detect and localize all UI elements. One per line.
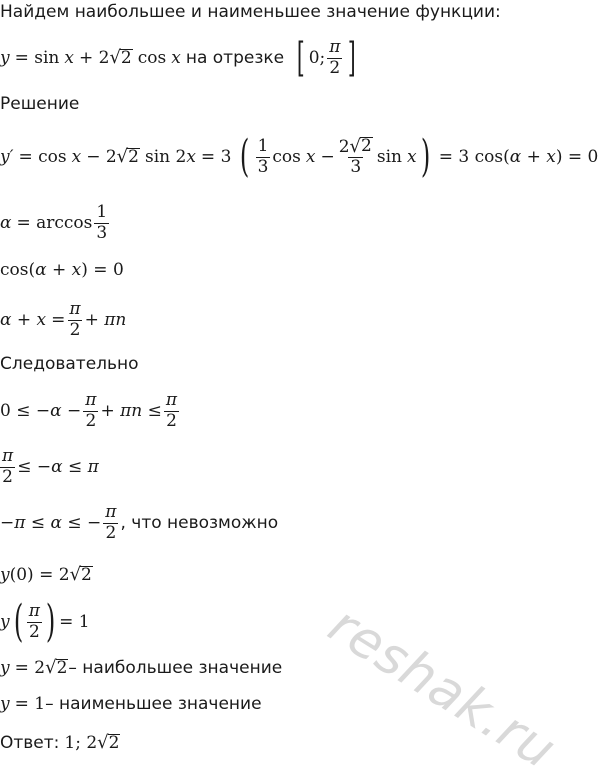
watermark-text: reshak.ru [318,595,567,781]
answer-line: Ответ: 1; 2 √ 2 [0,732,120,754]
derivative-line: y′ = cos x − 2 √ 2 sin 2 x = 3 ( $\frac{1}{3}$ cos x − 2 √ 2 3 sin x ) = 3 cos( α + x ) = 0 [0,131,598,182]
inequality-2: $\frac{\pi}{2}$ ≤ − α ≤ π [2,445,99,487]
segment-text: на отрезке [185,47,285,68]
max-label: – наибольшее значение [68,657,283,678]
sqrt-2: √ 2 [109,47,132,69]
impossible-text: , что невозможно [120,512,279,533]
inequality-3: − π ≤ α ≤ − $\frac{\pi}{2}$ , что невозможно [0,501,279,543]
min-label: – наименьшее значение [45,694,262,714]
function-statement: y = sin x + 2 √ 2 cos x на отрезке [ 0; $\frac{\pi}{2}$ ] [0,35,357,81]
min-value-line: y = 1 – наименьшее значение [0,694,262,714]
max-value-line: y = 2 √ 2 – наибольшее значение [0,657,283,679]
alpha-definition: α = arccos $\frac{1}{3}$ [0,201,108,243]
answer-label: Ответ: [0,732,60,753]
therefore-text: Следовательно [0,354,139,374]
root-equation: α + x = $\frac{\pi}{2}$ + πn [0,298,127,340]
solution-heading: Решение [0,94,80,114]
value-at-pi-half: y ( $\frac{\pi}{2}$ ) = 1 [0,596,90,647]
cos-equation: cos( α + x ) = 0 [0,260,124,280]
fraction-pi-over-2: $\frac{\pi}{2}$ [329,36,341,78]
inequality-1: 0 ≤ − α − $\frac{\pi}{2}$ + πn ≤ $\frac{\pi}{2}$ [0,389,178,431]
problem-title: Найдем наибольшее и наименьшее значение функции: [0,2,501,22]
value-at-zero: y (0) = 2 √ 2 [0,564,92,586]
